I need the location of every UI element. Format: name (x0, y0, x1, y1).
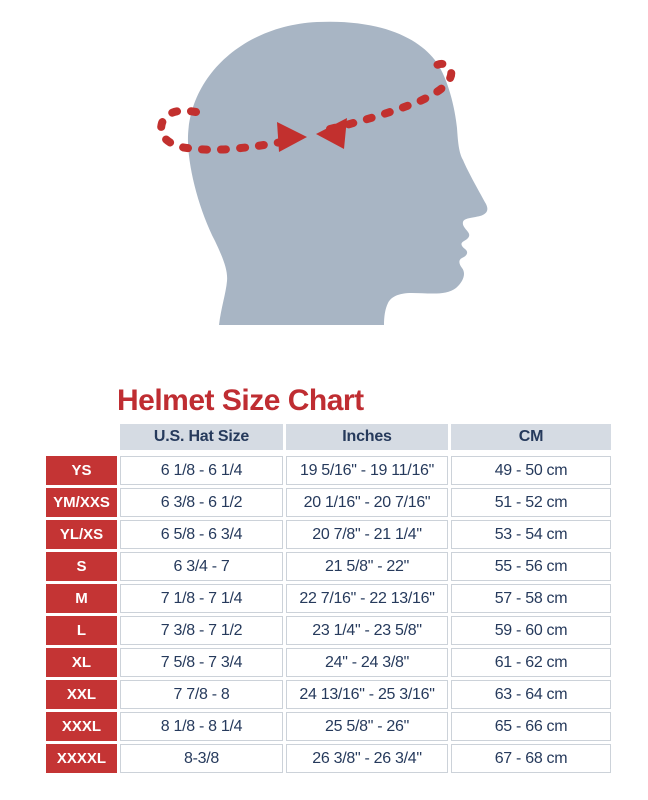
inches-cell: 25 5/8" - 26" (286, 712, 448, 741)
cm-cell: 63 - 64 cm (451, 680, 611, 709)
size-label-cell: M (46, 584, 117, 613)
hat-size-cell: 8-3/8 (120, 744, 283, 773)
cm-cell: 57 - 58 cm (451, 584, 611, 613)
column-header-inches: Inches (286, 424, 448, 450)
size-label-cell: XXXL (46, 712, 117, 741)
hat-size-cell: 7 7/8 - 8 (120, 680, 283, 709)
inches-cell: 24 13/16" - 25 3/16" (286, 680, 448, 709)
hat-size-cell: 6 3/8 - 6 1/2 (120, 488, 283, 517)
page-title: Helmet Size Chart (117, 384, 364, 417)
size-label-cell: YM/XXS (46, 488, 117, 517)
hat-size-cell: 8 1/8 - 8 1/4 (120, 712, 283, 741)
hat-size-cell: 6 3/4 - 7 (120, 552, 283, 581)
size-label-cell: L (46, 616, 117, 645)
column-header-cm: CM (451, 424, 611, 450)
size-label-cell: XXL (46, 680, 117, 709)
helmet-size-table (46, 424, 611, 773)
inches-cell: 20 7/8" - 21 1/4" (286, 520, 448, 549)
header-spacer (46, 424, 117, 450)
size-label-cell: S (46, 552, 117, 581)
hat-size-cell: 6 1/8 - 6 1/4 (120, 456, 283, 485)
inches-cell: 24" - 24 3/8" (286, 648, 448, 677)
cm-cell: 67 - 68 cm (451, 744, 611, 773)
cm-cell: 53 - 54 cm (451, 520, 611, 549)
cm-cell: 59 - 60 cm (451, 616, 611, 645)
hat-size-cell: 6 5/8 - 6 3/4 (120, 520, 283, 549)
cm-cell: 51 - 52 cm (451, 488, 611, 517)
size-label-cell: XL (46, 648, 117, 677)
hat-size-cell: 7 1/8 - 7 1/4 (120, 584, 283, 613)
size-label-cell: XXXXL (46, 744, 117, 773)
inches-cell: 21 5/8" - 22" (286, 552, 448, 581)
inches-cell: 20 1/16" - 20 7/16" (286, 488, 448, 517)
hat-size-cell: 7 3/8 - 7 1/2 (120, 616, 283, 645)
cm-cell: 61 - 62 cm (451, 648, 611, 677)
inches-cell: 23 1/4" - 23 5/8" (286, 616, 448, 645)
cm-cell: 49 - 50 cm (451, 456, 611, 485)
inches-cell: 26 3/8" - 26 3/4" (286, 744, 448, 773)
cm-cell: 65 - 66 cm (451, 712, 611, 741)
column-header-hat-size: U.S. Hat Size (120, 424, 283, 450)
hat-size-cell: 7 5/8 - 7 3/4 (120, 648, 283, 677)
size-label-cell: YS (46, 456, 117, 485)
inches-cell: 19 5/16" - 19 11/16" (286, 456, 448, 485)
head-measurement-illustration (0, 0, 648, 380)
size-label-cell: YL/XS (46, 520, 117, 549)
cm-cell: 55 - 56 cm (451, 552, 611, 581)
inches-cell: 22 7/16" - 22 13/16" (286, 584, 448, 613)
